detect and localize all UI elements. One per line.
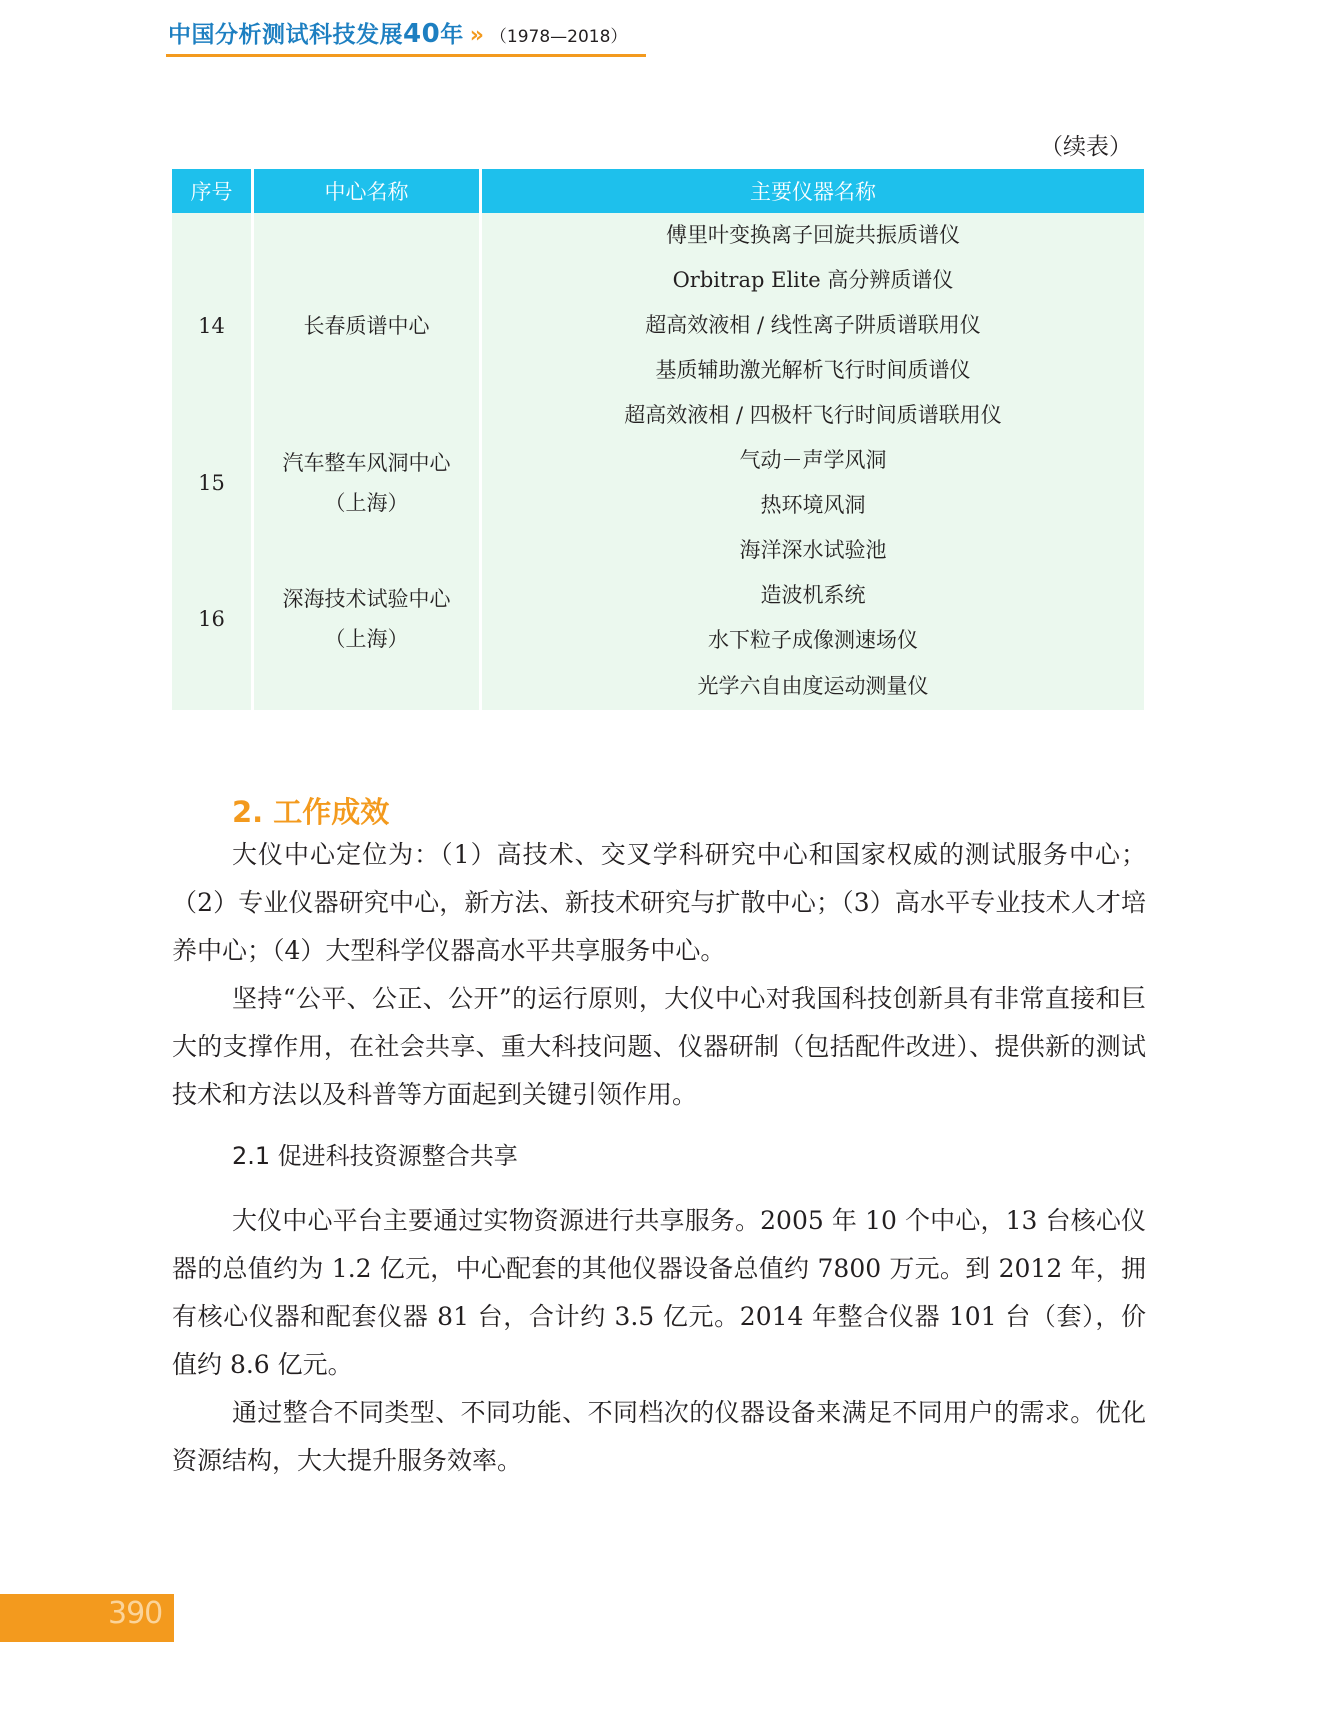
- subsection-heading: 2.1 促进科技资源整合共享: [232, 1142, 518, 1170]
- instrument-name: Orbitrap Elite 高分辨质谱仪: [482, 258, 1144, 303]
- header-cell: 中心名称: [254, 169, 482, 213]
- table-continued-note: （续表）: [1040, 134, 1132, 160]
- instrument-name: 热环境风洞: [482, 483, 1144, 528]
- paragraph: 大仪中心平台主要通过实物资源进行共享服务。2005 年 10 个中心，13 台核心仪器的总值约为 1.2 亿元，中心配套的其他仪器设备总值约 7800 万元。到 2012 年，拥有核心仪器和配套仪器 81 台，合计约 3.5 亿元。2014 年整合仪器 101 台（套），价值约 8.6 亿元。: [172, 1206, 1146, 1379]
- instrument-name: 光学六自由度运动测量仪: [482, 663, 1144, 710]
- page-number: 390: [108, 1596, 163, 1631]
- table-row: [172, 528, 1144, 573]
- running-header: [168, 16, 627, 49]
- instrument-name: 傅里叶变换离子回旋共振质谱仪: [482, 213, 1144, 258]
- section-title: 2. 工作成效: [232, 795, 390, 829]
- header-rule: [166, 54, 646, 57]
- table-header-row: [172, 169, 1144, 213]
- header-cell: 序号: [172, 169, 254, 213]
- row-number: 16: [172, 528, 254, 710]
- instrument-table: [172, 169, 1144, 710]
- center-name: 深海技术试验中心 （上海）: [254, 528, 482, 710]
- paragraph: 通过整合不同类型、不同功能、不同档次的仪器设备来满足不同用户的需求。优化资源结构，大大提升服务效率。: [172, 1398, 1146, 1475]
- instrument-name: 基质辅助激光解析飞行时间质谱仪: [482, 348, 1144, 393]
- instrument-name: 超高效液相 / 线性离子阱质谱联用仪: [482, 303, 1144, 348]
- instrument-name: 气动－声学风洞: [482, 438, 1144, 483]
- paragraph: 大仪中心定位为：（1）高技术、交叉学科研究中心和国家权威的测试服务中心；（2）专业仪器研究中心，新方法、新技术研究与扩散中心；（3）高水平专业技术人才培养中心；（4）大型科学仪器高水平共享服务中心。: [172, 840, 1146, 965]
- table-row: [172, 213, 1144, 258]
- instrument-name: 海洋深水试验池: [482, 528, 1144, 573]
- instrument-name: 水下粒子成像测速场仪: [482, 618, 1144, 663]
- book-years: （1978—2018）: [489, 27, 628, 47]
- center-name: 长春质谱中心: [254, 213, 482, 438]
- table-row: [172, 438, 1144, 483]
- paragraph: 坚持“公平、公正、公开”的运行原则，大仪中心对我国科技创新具有非常直接和巨大的支撑作用，在社会共享、重大科技问题、仪器研制（包括配件改进）、提供新的测试技术和方法以及科普等方面起到关键引领作用。: [172, 984, 1146, 1109]
- instrument-name: 造波机系统: [482, 573, 1144, 618]
- double-chevron-icon: »: [469, 23, 484, 48]
- row-number: 14: [172, 213, 254, 438]
- instrument-name: 超高效液相 / 四极杆飞行时间质谱联用仪: [482, 393, 1144, 438]
- center-name: 汽车整车风洞中心 （上海）: [254, 438, 482, 528]
- row-number: 15: [172, 438, 254, 528]
- header-cell: 主要仪器名称: [482, 169, 1144, 213]
- book-title: 中国分析测试科技发展40年: [168, 19, 464, 49]
